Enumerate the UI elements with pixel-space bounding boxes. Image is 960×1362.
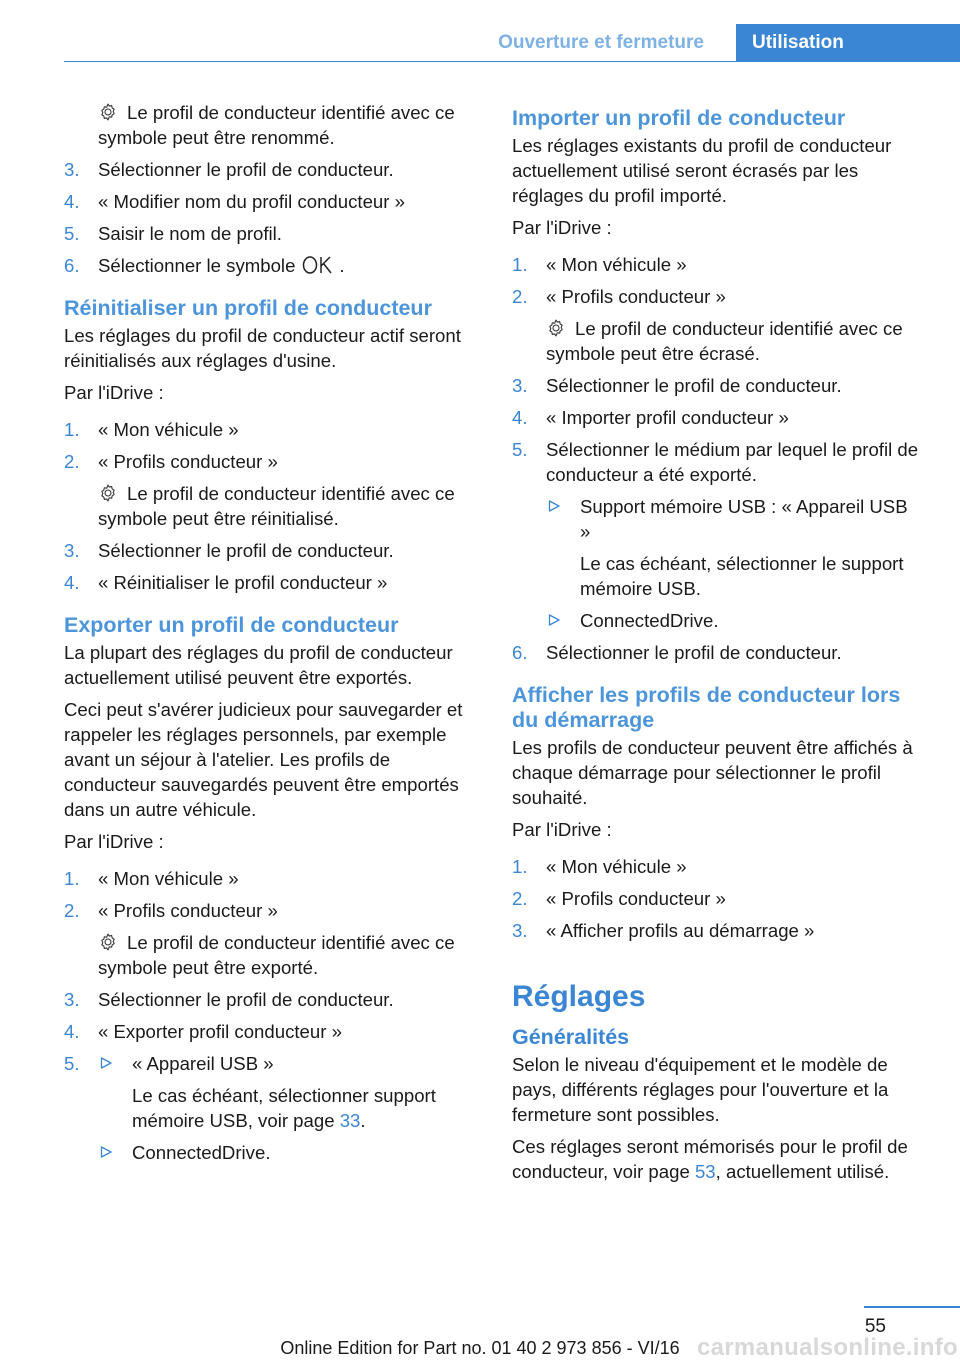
- list-item: 6. Sélectionner le symbole .: [64, 255, 345, 276]
- gear-icon: [98, 102, 118, 122]
- triangle-right-icon: [548, 614, 560, 626]
- list-item: 3. Sélectionner le profil de conducteur.: [64, 540, 394, 561]
- gear-icon: [98, 932, 118, 952]
- right-column: [512, 100, 922, 1191]
- section-title-import: Importer un profil de conducteur: [512, 106, 846, 130]
- chapter-title-settings: Réglages: [512, 980, 646, 1013]
- paragraph: Selon le niveau d'équipement et le modèle de pays, différents réglages pour l'ouverture et la fermeture sont possibles.: [512, 1054, 889, 1125]
- page-number: 55: [864, 1316, 886, 1337]
- sub-note: Le cas échéant, sélectionner le support mémoire USB.: [580, 553, 904, 599]
- list-item: 1. « Mon véhicule »: [512, 856, 687, 877]
- list-item: 2. « Profils conducteur » Le profil de conducteur identifié avec ce symbole peut être réinitialisé.: [64, 449, 474, 531]
- show-steps: [512, 854, 922, 943]
- list-item: 3. Sélectionner le profil de conducteur.: [64, 989, 394, 1010]
- header-rule: [64, 61, 960, 62]
- step-note: Le profil de conducteur identifié avec ce symbole peut être exporté.: [98, 932, 455, 978]
- reset-steps: [64, 417, 474, 595]
- page-link-53[interactable]: 53: [694, 1161, 716, 1182]
- sub-list: [98, 1051, 474, 1165]
- footer-rule: [864, 1306, 960, 1308]
- step-note: Le profil de conducteur identifié avec ce symbole peut être écrasé.: [546, 318, 903, 364]
- list-item: 1. « Mon véhicule »: [512, 254, 687, 275]
- paragraph: Ceci peut s'avérer judicieux pour sauvegarder et rappeler les réglages personnels, par exemple avant un séjour à l'atelier. Les profils de conducteur sauvegardés peuvent être emportés dans un autre véhicule.: [64, 699, 463, 820]
- triangle-right-icon: [548, 500, 560, 512]
- step-note: Le profil de conducteur identifié avec ce symbole peut être réinitialisé.: [98, 483, 455, 529]
- paragraph: Par l'iDrive :: [512, 819, 612, 840]
- list-item: 4. « Modifier nom du profil conducteur »: [64, 191, 405, 212]
- list-item: 1. « Mon véhicule »: [64, 419, 239, 440]
- paragraph: Les profils de conducteur peuvent être affichés à chaque démarrage pour sélectionner le profil souhaité.: [512, 737, 913, 808]
- section-title-show: Afficher les profils de conducteur lors du démarrage: [512, 683, 901, 732]
- list-item: 4. « Exporter profil conducteur »: [64, 1021, 342, 1042]
- gear-icon: [98, 483, 118, 503]
- watermark: carmanualsonline.info: [696, 1334, 958, 1361]
- list-item: 5. Sélectionner le médium par lequel le profil de conducteur a été exporté. Support mémoire USB : « Appareil USB » Le cas échéant, sélectionner le support mémoire USB. ConnectedDrive.: [512, 437, 922, 633]
- header-section-prev[interactable]: Ouverture et fermeture: [498, 32, 704, 53]
- list-item: 2. « Profils conducteur »: [512, 888, 726, 909]
- sub-note: Le cas échéant, sélectionner support mémoire USB, voir page 33.: [132, 1085, 436, 1131]
- intro-note: Le profil de conducteur identifié avec ce symbole peut être renommé.: [98, 102, 455, 148]
- sub-list: [546, 494, 922, 633]
- import-steps: [512, 252, 922, 665]
- list-item: 3. Sélectionner le profil de conducteur.: [512, 375, 842, 396]
- export-steps: [64, 866, 474, 1165]
- sub-list-item: ConnectedDrive.: [546, 608, 922, 633]
- list-item: 3. « Afficher profils au démarrage »: [512, 920, 815, 941]
- paragraph: Les réglages existants du profil de conducteur actuellement utilisé seront écrasés par les réglages du profil importé.: [512, 135, 892, 206]
- sub-list-item: Support mémoire USB : « Appareil USB » Le cas échéant, sélectionner le support mémoire USB.: [546, 494, 922, 601]
- list-item: 1. « Mon véhicule »: [64, 868, 239, 889]
- list-item: 4. « Importer profil conducteur »: [512, 407, 789, 428]
- gear-icon: [546, 318, 566, 338]
- intro-steps: [64, 157, 474, 278]
- list-item: 6. Sélectionner le profil de conducteur.: [512, 642, 842, 663]
- list-item: 5. « Appareil USB » Le cas échéant, sélectionner support mémoire USB, voir page 33. ConnectedDrive.: [64, 1051, 474, 1165]
- section-title-export: Exporter un profil de conducteur: [64, 613, 399, 637]
- list-item: 2. « Profils conducteur » Le profil de conducteur identifié avec ce symbole peut être exporté.: [64, 898, 474, 980]
- subsection-title-general: Généralités: [512, 1025, 630, 1049]
- triangle-right-icon: [100, 1057, 112, 1069]
- triangle-right-icon: [100, 1146, 112, 1158]
- page-link-33[interactable]: 33: [339, 1110, 361, 1131]
- paragraph: Par l'iDrive :: [512, 217, 612, 238]
- ok-icon: [301, 254, 335, 276]
- list-item: 4. « Réinitialiser le profil conducteur »: [64, 572, 388, 593]
- section-title-reset: Réinitialiser un profil de conducteur: [64, 296, 432, 320]
- paragraph: Les réglages du profil de conducteur actif seront réinitialisés aux réglages d'usine.: [64, 325, 461, 371]
- paragraph: Ces réglages seront mémorisés pour le profil de conducteur, voir page 53, actuellement utilisé.: [512, 1136, 908, 1182]
- list-item: 5. Saisir le nom de profil.: [64, 223, 282, 244]
- list-item: 3. Sélectionner le profil de conducteur.: [64, 159, 394, 180]
- paragraph: Par l'iDrive :: [64, 382, 164, 403]
- list-item: 2. « Profils conducteur » Le profil de conducteur identifié avec ce symbole peut être écrasé.: [512, 284, 922, 366]
- sub-list-item: ConnectedDrive.: [98, 1140, 474, 1165]
- paragraph: La plupart des réglages du profil de conducteur actuellement utilisé peuvent être exportés.: [64, 642, 453, 688]
- sub-list-item: « Appareil USB » Le cas échéant, sélectionner support mémoire USB, voir page 33.: [98, 1051, 474, 1133]
- paragraph: Par l'iDrive :: [64, 831, 164, 852]
- page-header: [64, 0, 960, 62]
- left-column: [64, 100, 474, 1173]
- edition-line: Online Edition for Part no. 01 40 2 973 856 - VI/16: [280, 1338, 680, 1358]
- header-section-active[interactable]: Utilisation: [736, 24, 960, 62]
